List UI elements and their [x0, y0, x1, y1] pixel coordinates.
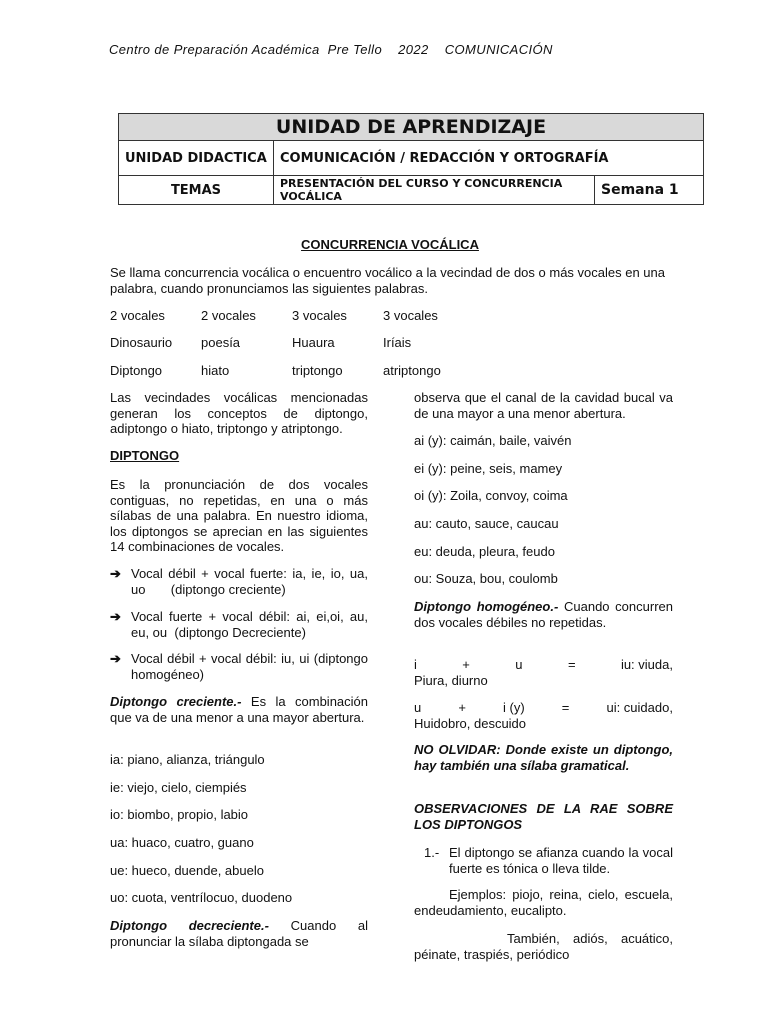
bullet-note: (diptongo Decreciente) — [174, 624, 306, 640]
diptongo-heading: DIPTONGO — [110, 448, 180, 463]
formula-continuation: Piura, diurno — [414, 672, 488, 688]
creciente-paragraph — [110, 694, 368, 725]
continuation-paragraph: observa que el canal de la cavidad bucal va de una mayor a una menor abertura. — [414, 390, 673, 421]
unit-table — [118, 113, 704, 205]
grid-cell: 2 vocales — [201, 308, 256, 323]
bullet-text: Vocal débil + vocal fuerte: ia, ie, io, ua, uo — [131, 566, 368, 597]
decreciente-paragraph — [110, 918, 368, 949]
example-line: ei (y): peine, seis, mamey — [414, 461, 563, 476]
arrow-icon: ➔ — [110, 566, 121, 581]
example-line: eu: deuda, pleura, feudo — [414, 544, 555, 559]
example-line: uo: cuota, ventrílocuo, duodeno — [110, 890, 293, 905]
example-line: ua: huaco, cuatro, guano — [110, 835, 254, 850]
grid-cell: Diptongo — [110, 363, 163, 378]
no-olvidar-note: NO OLVIDAR: Donde existe un diptongo, hay también una sílaba gramatical. — [414, 742, 673, 773]
observation-text: El diptongo se afianza cuando la vocal fuerte es tónica o lleva tilde. — [449, 845, 673, 876]
formula-eq: = — [561, 700, 570, 715]
decreciente-definition: Cuando al pronunciar la sílaba diptongada se — [110, 918, 368, 949]
bullet-text: Vocal fuerte + vocal débil: ai, ei,oi, au, eu, ou — [131, 609, 368, 640]
formula-result: iu: viuda, — [620, 657, 673, 672]
grid-cell: hiato — [201, 363, 230, 378]
example-line: io: biombo, propio, labio — [110, 807, 249, 822]
formula-op: + — [458, 700, 466, 715]
example-line: oi (y): Zoila, convoy, coima — [414, 488, 568, 503]
unit-title: UNIDAD DE APRENDIZAJE — [119, 114, 704, 141]
header-subject: COMUNICACIÓN — [444, 42, 553, 57]
diptongo-definition: Es la pronunciación de dos vocales contiguas, no repetidas, en una o más sílabas de una palabra. En nuestro idioma, los diptongos se aprecian en las siguientes 14 combinaciones de vocales. — [110, 477, 368, 554]
grid-cell: 3 vocales — [383, 308, 438, 323]
formula-result: ui: cuidado, — [606, 700, 673, 715]
homogeneo-term: Diptongo homogéneo.- — [414, 599, 559, 614]
vecindades-paragraph: Las vecindades vocálicas mencionadas generan los conceptos de diptongo, adiptongo o hiato, triptongo y atriptongo. — [110, 390, 368, 436]
example-line: ia: piano, alianza, triángulo — [110, 752, 265, 767]
formula-continuation: Huidobro, descuido — [414, 715, 527, 731]
creciente-term: Diptongo creciente.- — [110, 694, 242, 709]
example-line: au: cauto, sauce, caucau — [414, 516, 559, 531]
grid-cell: Huaura — [292, 335, 335, 350]
formula-op: + — [462, 657, 470, 672]
unidad-label: UNIDAD DIDACTICA — [119, 141, 274, 176]
formula-a: u — [414, 700, 422, 715]
page-header — [109, 42, 553, 57]
arrow-icon: ➔ — [110, 651, 121, 666]
observaciones-heading: OBSERVACIONES DE LA RAE SOBRE LOS DIPTONGOS — [414, 801, 673, 832]
grid-cell: poesía — [201, 335, 241, 350]
formula-b: i (y) — [503, 700, 525, 715]
homogeneo-paragraph — [414, 599, 673, 630]
formula-b: u — [515, 657, 523, 672]
formula-row — [414, 657, 673, 688]
example-line: ue: hueco, duende, abuelo — [110, 863, 264, 878]
unidad-value: COMUNICACIÓN / REDACCIÓN Y ORTOGRAFÍA — [274, 141, 704, 176]
ejemplos-paragraph: Ejemplos: piojo, reina, cielo, escuela, endeudamiento, eucalipto. — [414, 887, 673, 918]
example-line: ai (y): caimán, baile, vaivén — [414, 433, 572, 448]
decreciente-term: Diptongo decreciente.- — [110, 918, 269, 933]
example-line: ie: viejo, cielo, ciempiés — [110, 780, 247, 795]
grid-cell: atriptongo — [383, 363, 441, 378]
formula-row — [414, 700, 673, 731]
temas-label: TEMAS — [119, 176, 274, 205]
grid-cell: 3 vocales — [292, 308, 347, 323]
header-year: 2022 — [398, 42, 429, 57]
header-institution: Centro de Preparación Académica Pre Tello — [109, 42, 383, 57]
formula-eq: = — [567, 657, 576, 672]
week-label: Semana 1 — [595, 176, 704, 205]
bullet-item — [110, 566, 368, 597]
section-title: CONCURRENCIA VOCÁLICA — [301, 237, 479, 252]
grid-cell: triptongo — [292, 363, 343, 378]
creciente-definition: Es la combinación que va de una menor a una mayor abertura. — [110, 694, 368, 725]
grid-cell: 2 vocales — [110, 308, 165, 323]
observation-item — [424, 845, 673, 876]
grid-cell: Dinosaurio — [110, 335, 173, 350]
bullet-item — [110, 651, 368, 682]
arrow-icon: ➔ — [110, 609, 121, 624]
bullet-note: (diptongo homogéneo) — [131, 651, 368, 682]
bullet-text: Vocal débil + vocal débil: iu, ui — [131, 651, 310, 666]
temas-value: PRESENTACIÓN DEL CURSO Y CONCURRENCIA VOCÁLICA — [274, 176, 595, 205]
homogeneo-definition: Cuando concurren dos vocales débiles no repetidas. — [414, 599, 673, 630]
grid-cell: Iríais — [383, 335, 412, 350]
observation-number: 1.- — [424, 845, 440, 860]
bullet-note: (diptongo creciente) — [170, 581, 286, 597]
example-line: ou: Souza, bou, coulomb — [414, 571, 558, 586]
formula-a: i — [414, 657, 417, 672]
bullet-item — [110, 609, 368, 640]
intro-paragraph: Se llama concurrencia vocálica o encuentro vocálico a la vecindad de dos o más vocales en una palabra, cuando pronunciamos las siguientes palabras. — [110, 265, 665, 296]
tambien-paragraph: También, adiós, acuático, péinate, traspiés, periódico — [414, 931, 673, 962]
